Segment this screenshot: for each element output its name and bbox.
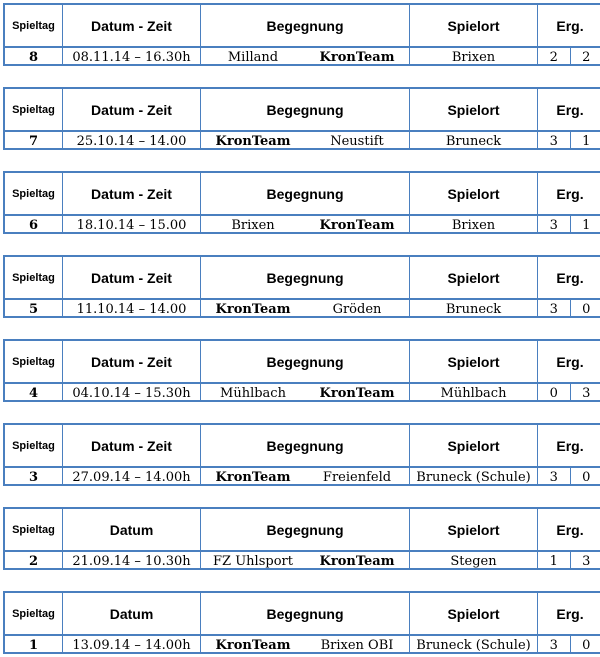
match-row (5, 130, 600, 150)
header-row (5, 173, 600, 214)
header-row (5, 257, 600, 298)
venue: Bruneck (410, 300, 538, 318)
result (538, 300, 600, 318)
header-ergebnis: Erg. (556, 17, 584, 34)
away-team: KronTeam (319, 217, 395, 233)
away-team: Brixen OBI (320, 637, 394, 653)
header-ergebnis: Erg. (556, 353, 584, 370)
match-date: 13.09.14 – 14.00h (63, 636, 201, 654)
header-spieltag: Spieltag (5, 425, 63, 466)
venue: Mühlbach (410, 384, 538, 402)
match-date: 04.10.14 – 15.30h (63, 384, 201, 402)
header-datum: Datum - Zeit (63, 89, 201, 130)
header-begegnung: Begegnung (201, 341, 410, 382)
spieltag-number: 6 (5, 216, 63, 234)
away-team: Freienfeld (322, 469, 392, 485)
header-spieltag: Spieltag (5, 593, 63, 634)
spieltag-number: 3 (5, 468, 63, 486)
header-begegnung: Begegnung (201, 5, 410, 46)
spieltag-number: 4 (5, 384, 63, 402)
away-team: Gröden (332, 301, 382, 317)
header-begegnung: Begegnung (201, 593, 410, 634)
match-date: 25.10.14 – 14.00 (63, 132, 201, 150)
header-begegnung: Begegnung (201, 257, 410, 298)
match-row (5, 382, 600, 402)
result-score (538, 216, 600, 234)
match-row (5, 550, 600, 570)
match-pairing (201, 48, 410, 66)
home-team: KronTeam (215, 133, 291, 149)
result (538, 48, 600, 66)
match-block (3, 507, 600, 570)
header-ergebnis: Erg. (556, 521, 584, 538)
match-row (5, 466, 600, 486)
home-team: FZ Uhlsport (213, 553, 293, 569)
score-away: 3 (582, 385, 591, 401)
score-home: 3 (538, 636, 571, 654)
match-pairing (201, 132, 410, 150)
pairing-teams (201, 216, 409, 234)
pairing-teams (201, 552, 409, 570)
header-spielort: Spielort (410, 173, 538, 214)
score-away: 1 (582, 217, 591, 233)
match-block (3, 87, 600, 150)
venue: Stegen (410, 552, 538, 570)
venue: Brixen (410, 216, 538, 234)
venue: Bruneck (Schule) (410, 468, 538, 486)
score-home: 1 (538, 552, 571, 570)
score-home: 3 (538, 468, 571, 486)
header-spielort: Spielort (410, 5, 538, 46)
home-team: KronTeam (215, 301, 291, 317)
score-away: 2 (582, 49, 591, 65)
spieltag-number: 2 (5, 552, 63, 570)
header-datum: Datum - Zeit (63, 173, 201, 214)
score-away: 0 (582, 469, 591, 485)
header-spieltag: Spieltag (5, 341, 63, 382)
match-date: 11.10.14 – 14.00 (63, 300, 201, 318)
score-home: 0 (538, 384, 571, 402)
result (538, 468, 600, 486)
venue: Bruneck (Schule) (410, 636, 538, 654)
match-row (5, 214, 600, 234)
score-home: 3 (538, 216, 571, 234)
header-datum: Datum - Zeit (63, 425, 201, 466)
spieltag-number: 5 (5, 300, 63, 318)
header-row (5, 509, 600, 550)
match-block (3, 339, 600, 402)
match-block (3, 591, 600, 654)
match-pairing (201, 552, 410, 570)
result-score (538, 468, 600, 486)
result-score (538, 552, 600, 570)
header-ergebnis: Erg. (556, 437, 584, 454)
match-row (5, 298, 600, 318)
home-team: KronTeam (215, 637, 291, 653)
header-begegnung: Begegnung (201, 89, 410, 130)
score-away: 3 (582, 553, 591, 569)
match-pairing (201, 384, 410, 402)
result (538, 552, 600, 570)
pairing-teams (201, 468, 409, 486)
header-spielort: Spielort (410, 593, 538, 634)
result (538, 384, 600, 402)
header-begegnung: Begegnung (201, 425, 410, 466)
match-pairing (201, 216, 410, 234)
result (538, 132, 600, 150)
header-ergebnis: Erg. (556, 269, 584, 286)
result (538, 636, 600, 654)
header-row (5, 425, 600, 466)
header-begegnung: Begegnung (201, 509, 410, 550)
header-row (5, 593, 600, 634)
header-spieltag: Spieltag (5, 257, 63, 298)
venue: Brixen (410, 48, 538, 66)
away-team: KronTeam (319, 553, 395, 569)
header-spielort: Spielort (410, 341, 538, 382)
header-datum: Datum (63, 593, 201, 634)
home-team: Mühlbach (220, 385, 286, 401)
header-ergebnis: Erg. (556, 605, 584, 622)
score-home: 3 (538, 132, 571, 150)
header-row (5, 5, 600, 46)
pairing-teams (201, 636, 409, 654)
header-ergebnis: Erg. (556, 101, 584, 118)
header-spielort: Spielort (410, 89, 538, 130)
match-row (5, 46, 600, 66)
pairing-teams (201, 300, 409, 318)
pairing-teams (201, 48, 409, 66)
match-date: 08.11.14 – 16.30h (63, 48, 201, 66)
away-team: KronTeam (319, 385, 395, 401)
header-row (5, 341, 600, 382)
match-block (3, 255, 600, 318)
score-home: 2 (538, 48, 571, 66)
score-away: 1 (582, 133, 591, 149)
pairing-teams (201, 132, 409, 150)
home-team: KronTeam (215, 469, 291, 485)
header-datum: Datum - Zeit (63, 257, 201, 298)
match-pairing (201, 636, 410, 654)
result-score (538, 636, 600, 654)
score-away: 0 (582, 301, 591, 317)
header-spielort: Spielort (410, 425, 538, 466)
match-date: 21.09.14 – 10.30h (63, 552, 201, 570)
pairing-teams (201, 384, 409, 402)
away-team: KronTeam (319, 49, 395, 65)
result-score (538, 300, 600, 318)
home-team: Brixen (231, 217, 275, 233)
match-block (3, 423, 600, 486)
result-score (538, 384, 600, 402)
match-date: 18.10.14 – 15.00 (63, 216, 201, 234)
result-score (538, 48, 600, 66)
match-date: 27.09.14 – 14.00h (63, 468, 201, 486)
match-block (3, 3, 600, 66)
header-spieltag: Spieltag (5, 5, 63, 46)
match-row (5, 634, 600, 654)
header-datum: Datum - Zeit (63, 341, 201, 382)
header-spieltag: Spieltag (5, 173, 63, 214)
match-block (3, 171, 600, 234)
header-spielort: Spielort (410, 509, 538, 550)
spieltag-number: 7 (5, 132, 63, 150)
home-team: Milland (227, 49, 279, 65)
spieltag-number: 1 (5, 636, 63, 654)
match-pairing (201, 300, 410, 318)
header-ergebnis: Erg. (556, 185, 584, 202)
header-spielort: Spielort (410, 257, 538, 298)
header-begegnung: Begegnung (201, 173, 410, 214)
away-team: Neustift (330, 133, 384, 149)
spieltag-number: 8 (5, 48, 63, 66)
header-datum: Datum (63, 509, 201, 550)
score-away: 0 (582, 637, 591, 653)
match-pairing (201, 468, 410, 486)
venue: Bruneck (410, 132, 538, 150)
result (538, 216, 600, 234)
result-score (538, 132, 600, 150)
header-row (5, 89, 600, 130)
header-datum: Datum - Zeit (63, 5, 201, 46)
score-home: 3 (538, 300, 571, 318)
header-spieltag: Spieltag (5, 509, 63, 550)
header-spieltag: Spieltag (5, 89, 63, 130)
